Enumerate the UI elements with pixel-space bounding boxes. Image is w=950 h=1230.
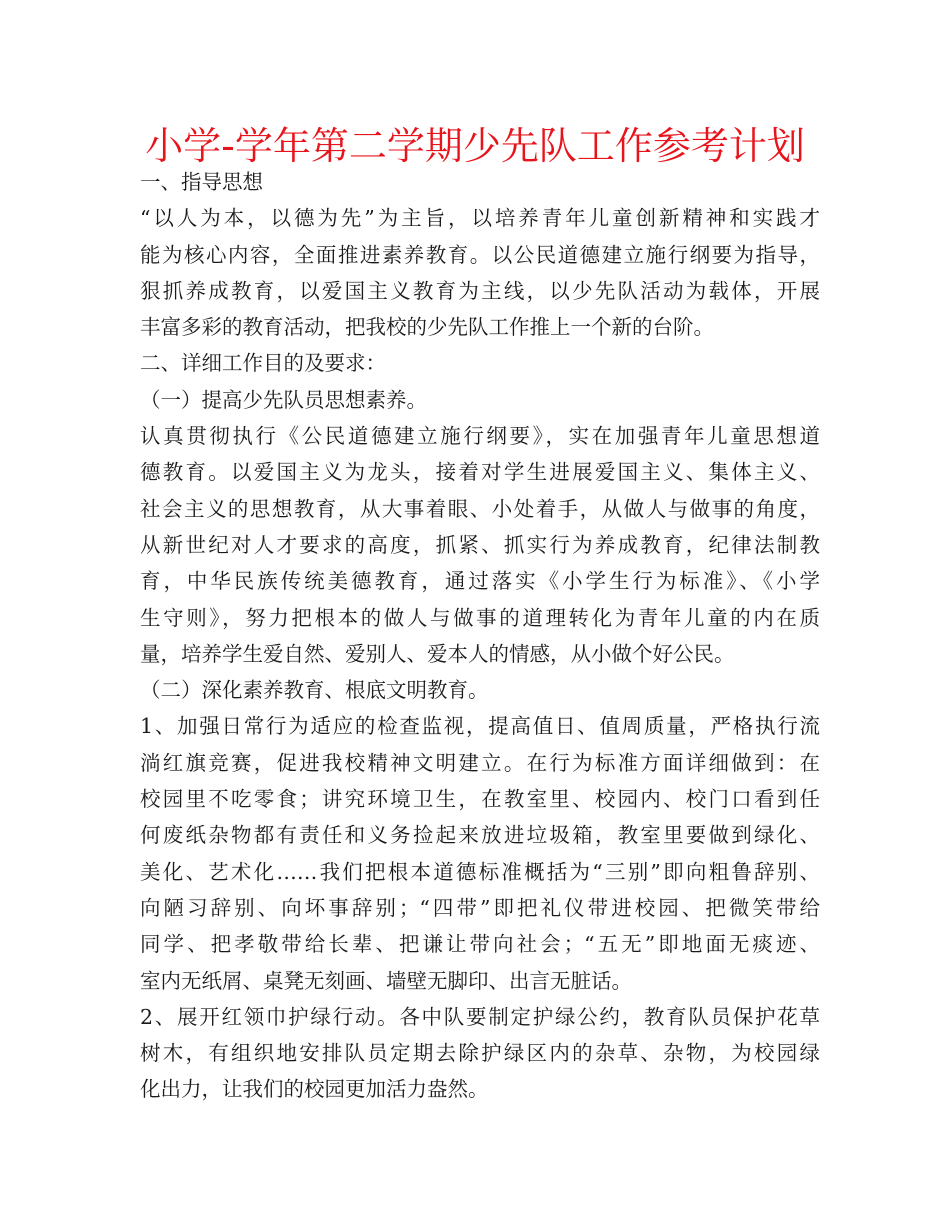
body-line: 社会主义的思想教育，从大事着眼、小处着手，从做人与做事的角度，	[140, 496, 820, 521]
document-body	[140, 164, 820, 1108]
body-line: 同学、把孝敬带给长辈、把谦让带向社会；“五无”即地面无痰迹、	[140, 932, 820, 957]
body-line: 树木，有组织地安排队员定期去除护绿区内的杂草、杂物，为校园绿	[140, 1041, 820, 1066]
body-line: 化出力，让我们的校园更加活力盎然。	[140, 1077, 489, 1102]
body-line: 生守则》，努力把根本的做人与做事的道理转化为青年儿童的内在质	[140, 605, 820, 630]
body-line: 美化、艺术化……我们把根本道德标准概括为“三别”即向粗鲁辞别、	[140, 859, 820, 884]
body-line: 何废纸杂物都有责任和义务捡起来放进垃圾箱，教室里要做到绿化、	[140, 823, 820, 848]
document-title: 小学-学年第二学期少先队工作参考计划	[145, 124, 805, 168]
body-line: 育，中华民族传统美德教育，通过落实《小学生行为标准》、《小学	[140, 569, 820, 594]
body-line: 从新世纪对人才要求的高度，抓紧、抓实行为养成教育，纪律法制教	[140, 532, 820, 557]
body-line: 校园里不吃零食；讲究环境卫生，在教室里、校园内、校门口看到任	[140, 787, 820, 812]
body-line: 1、加强日常行为适应的检查监视，提高值日、值周质量，严格执行流	[140, 714, 820, 739]
body-line: 能为核心内容，全面推进素养教育。以公民道德建立施行纲要为指导，	[140, 242, 820, 267]
body-line: 丰富多彩的教育活动，把我校的少先队工作推上一个新的台阶。	[140, 315, 714, 340]
body-line: （二）深化素养教育、根底文明教育。	[140, 678, 489, 703]
body-line: 德教育。以爱国主义为龙头，接着对学生进展爱国主义、集体主义、	[140, 460, 820, 485]
body-line: 二、详细工作目的及要求：	[140, 351, 386, 376]
body-line: “以人为本，以德为先”为主旨，以培养青年儿童创新精神和实践才	[140, 206, 820, 231]
body-line: 室内无纸屑、桌凳无刻画、墙壁无脚印、出言无脏话。	[140, 968, 632, 993]
body-line: 一、指导思想	[140, 170, 263, 194]
body-line: 向陋习辞别、向坏事辞别；“四带”即把礼仪带进校园、把微笑带给	[140, 895, 820, 920]
body-line: 狠抓养成教育，以爱国主义教育为主线，以少先队活动为载体，开展	[140, 278, 820, 303]
body-line: 2、展开红领巾护绿行动。各中队要制定护绿公约，教育队员保护花草	[140, 1004, 820, 1029]
body-line: 量，培养学生爱自然、爱别人、爱本人的情感，从小做个好公民。	[140, 641, 735, 666]
body-line: 认真贯彻执行《公民道德建立施行纲要》，实在加强青年儿童思想道	[140, 424, 820, 449]
body-line: 淌红旗竞赛，促进我校精神文明建立。在行为标准方面详细做到：在	[140, 750, 820, 775]
body-line: （一）提高少先队员思想素养。	[140, 387, 427, 412]
